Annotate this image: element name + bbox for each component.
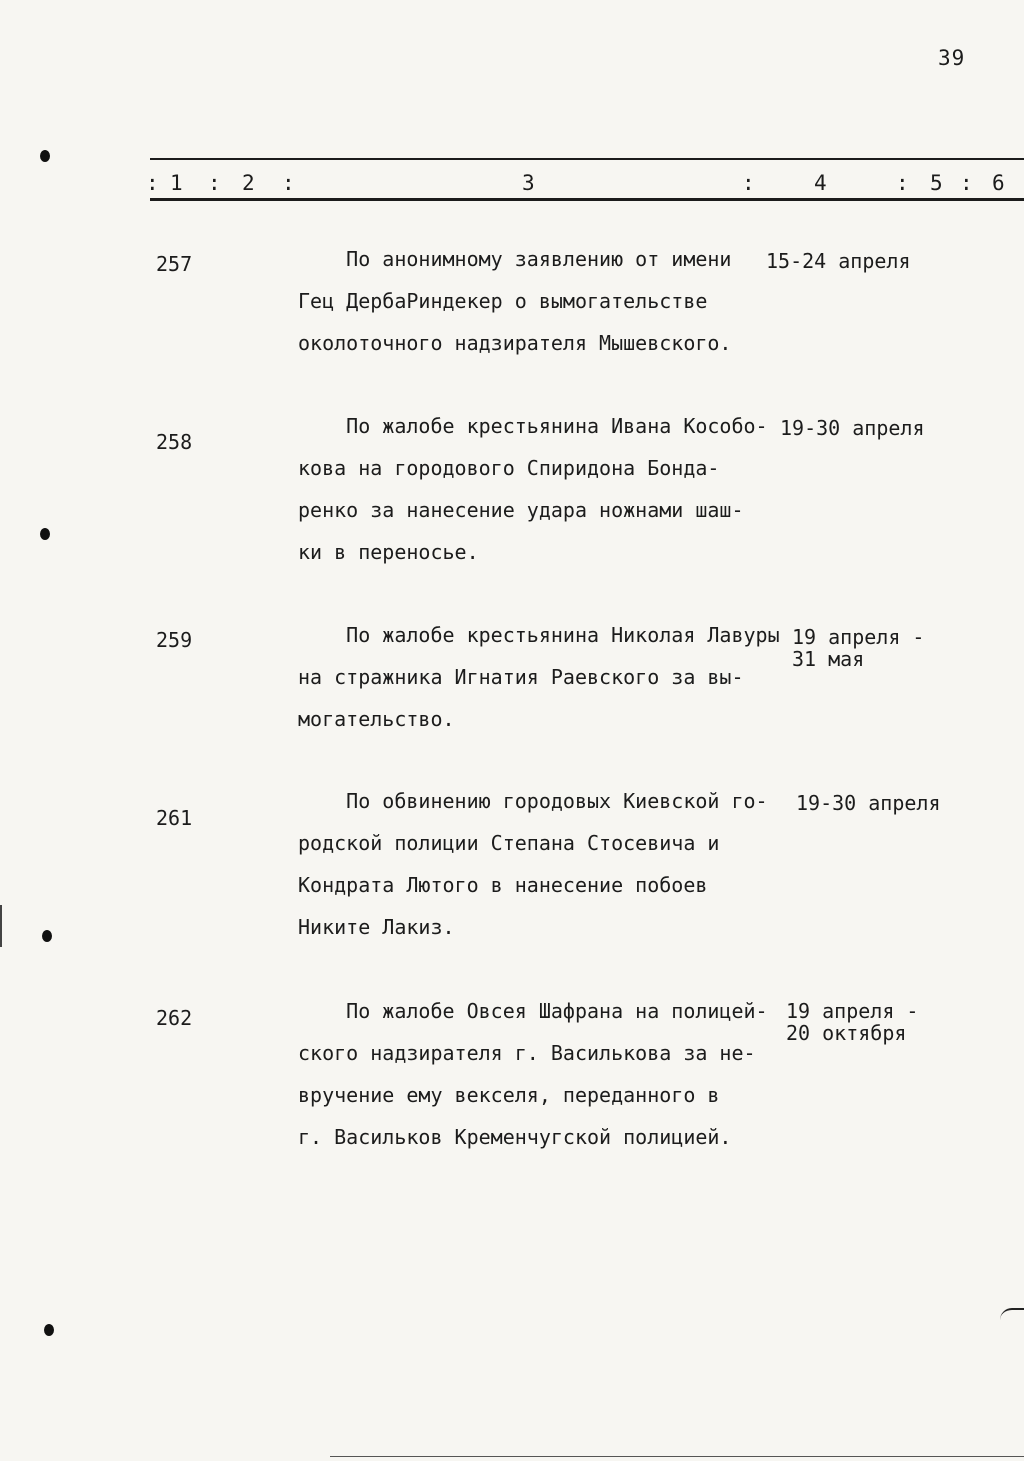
entry-number: 262 bbox=[156, 1006, 193, 1030]
entry-description: По обвинению городовых Киевской го- родской полиции Степана Стосевича и Кондрата Лютого в нанесение побоев Никите Лакиз. bbox=[298, 789, 768, 939]
binder-hole bbox=[42, 930, 52, 942]
column-header-1: 1 bbox=[170, 171, 183, 195]
entry-description: По анонимному заявлению от имени Гец ДербаРиндекер о вымогательстве околоточного надзирателя Мышевского. bbox=[298, 247, 732, 355]
column-header-4: 4 bbox=[814, 171, 827, 195]
column-separator: : bbox=[960, 171, 973, 195]
entry-date: 19-30 апреля bbox=[780, 416, 925, 440]
binder-hole bbox=[40, 150, 50, 162]
scan-edge-mark bbox=[0, 905, 2, 947]
entry-number: 258 bbox=[156, 430, 193, 454]
column-header-3: 3 bbox=[522, 171, 535, 195]
header-rule-top bbox=[150, 158, 1024, 160]
column-separator: : bbox=[282, 171, 295, 195]
column-header-6: 6 bbox=[992, 171, 1005, 195]
entry-number: 257 bbox=[156, 252, 193, 276]
header-rule-bottom bbox=[150, 198, 1024, 201]
entry-description: По жалобе Овсея Шафрана на полицей- ского надзирателя г. Василькова за не- вручение ему векселя, переданного в г. Васильков Кременчугской полицией. bbox=[298, 999, 768, 1149]
binder-hole bbox=[44, 1324, 54, 1336]
entry-date: 19 апреля - 20 октября bbox=[786, 999, 919, 1045]
column-separator: : bbox=[896, 171, 909, 195]
scan-corner-mark bbox=[1000, 1308, 1024, 1320]
entry-description: По жалобе крестьянина Николая Лавуры на стражника Игнатия Раевского за вы- могательство. bbox=[298, 623, 780, 731]
entry-description: По жалобе крестьянина Ивана Кособо- кова на городового Спиридона Бонда- ренко за нанесение удара ножнами шаш- ки в переносье. bbox=[298, 414, 768, 564]
binder-hole bbox=[40, 528, 50, 540]
entry-number: 261 bbox=[156, 806, 193, 830]
column-header-5: 5 bbox=[930, 171, 943, 195]
column-separator: : bbox=[208, 171, 221, 195]
entry-date: 19 апреля - 31 мая bbox=[792, 625, 925, 671]
entry-date: 15-24 апреля bbox=[766, 249, 911, 273]
column-header-2: 2 bbox=[242, 171, 255, 195]
scan-bottom-edge bbox=[330, 1456, 1024, 1457]
entry-date: 19-30 апреля bbox=[796, 791, 941, 815]
column-separator: : bbox=[742, 171, 755, 195]
page-number: 39 bbox=[938, 46, 966, 70]
entry-number: 259 bbox=[156, 628, 193, 652]
column-separator: : bbox=[146, 171, 159, 195]
